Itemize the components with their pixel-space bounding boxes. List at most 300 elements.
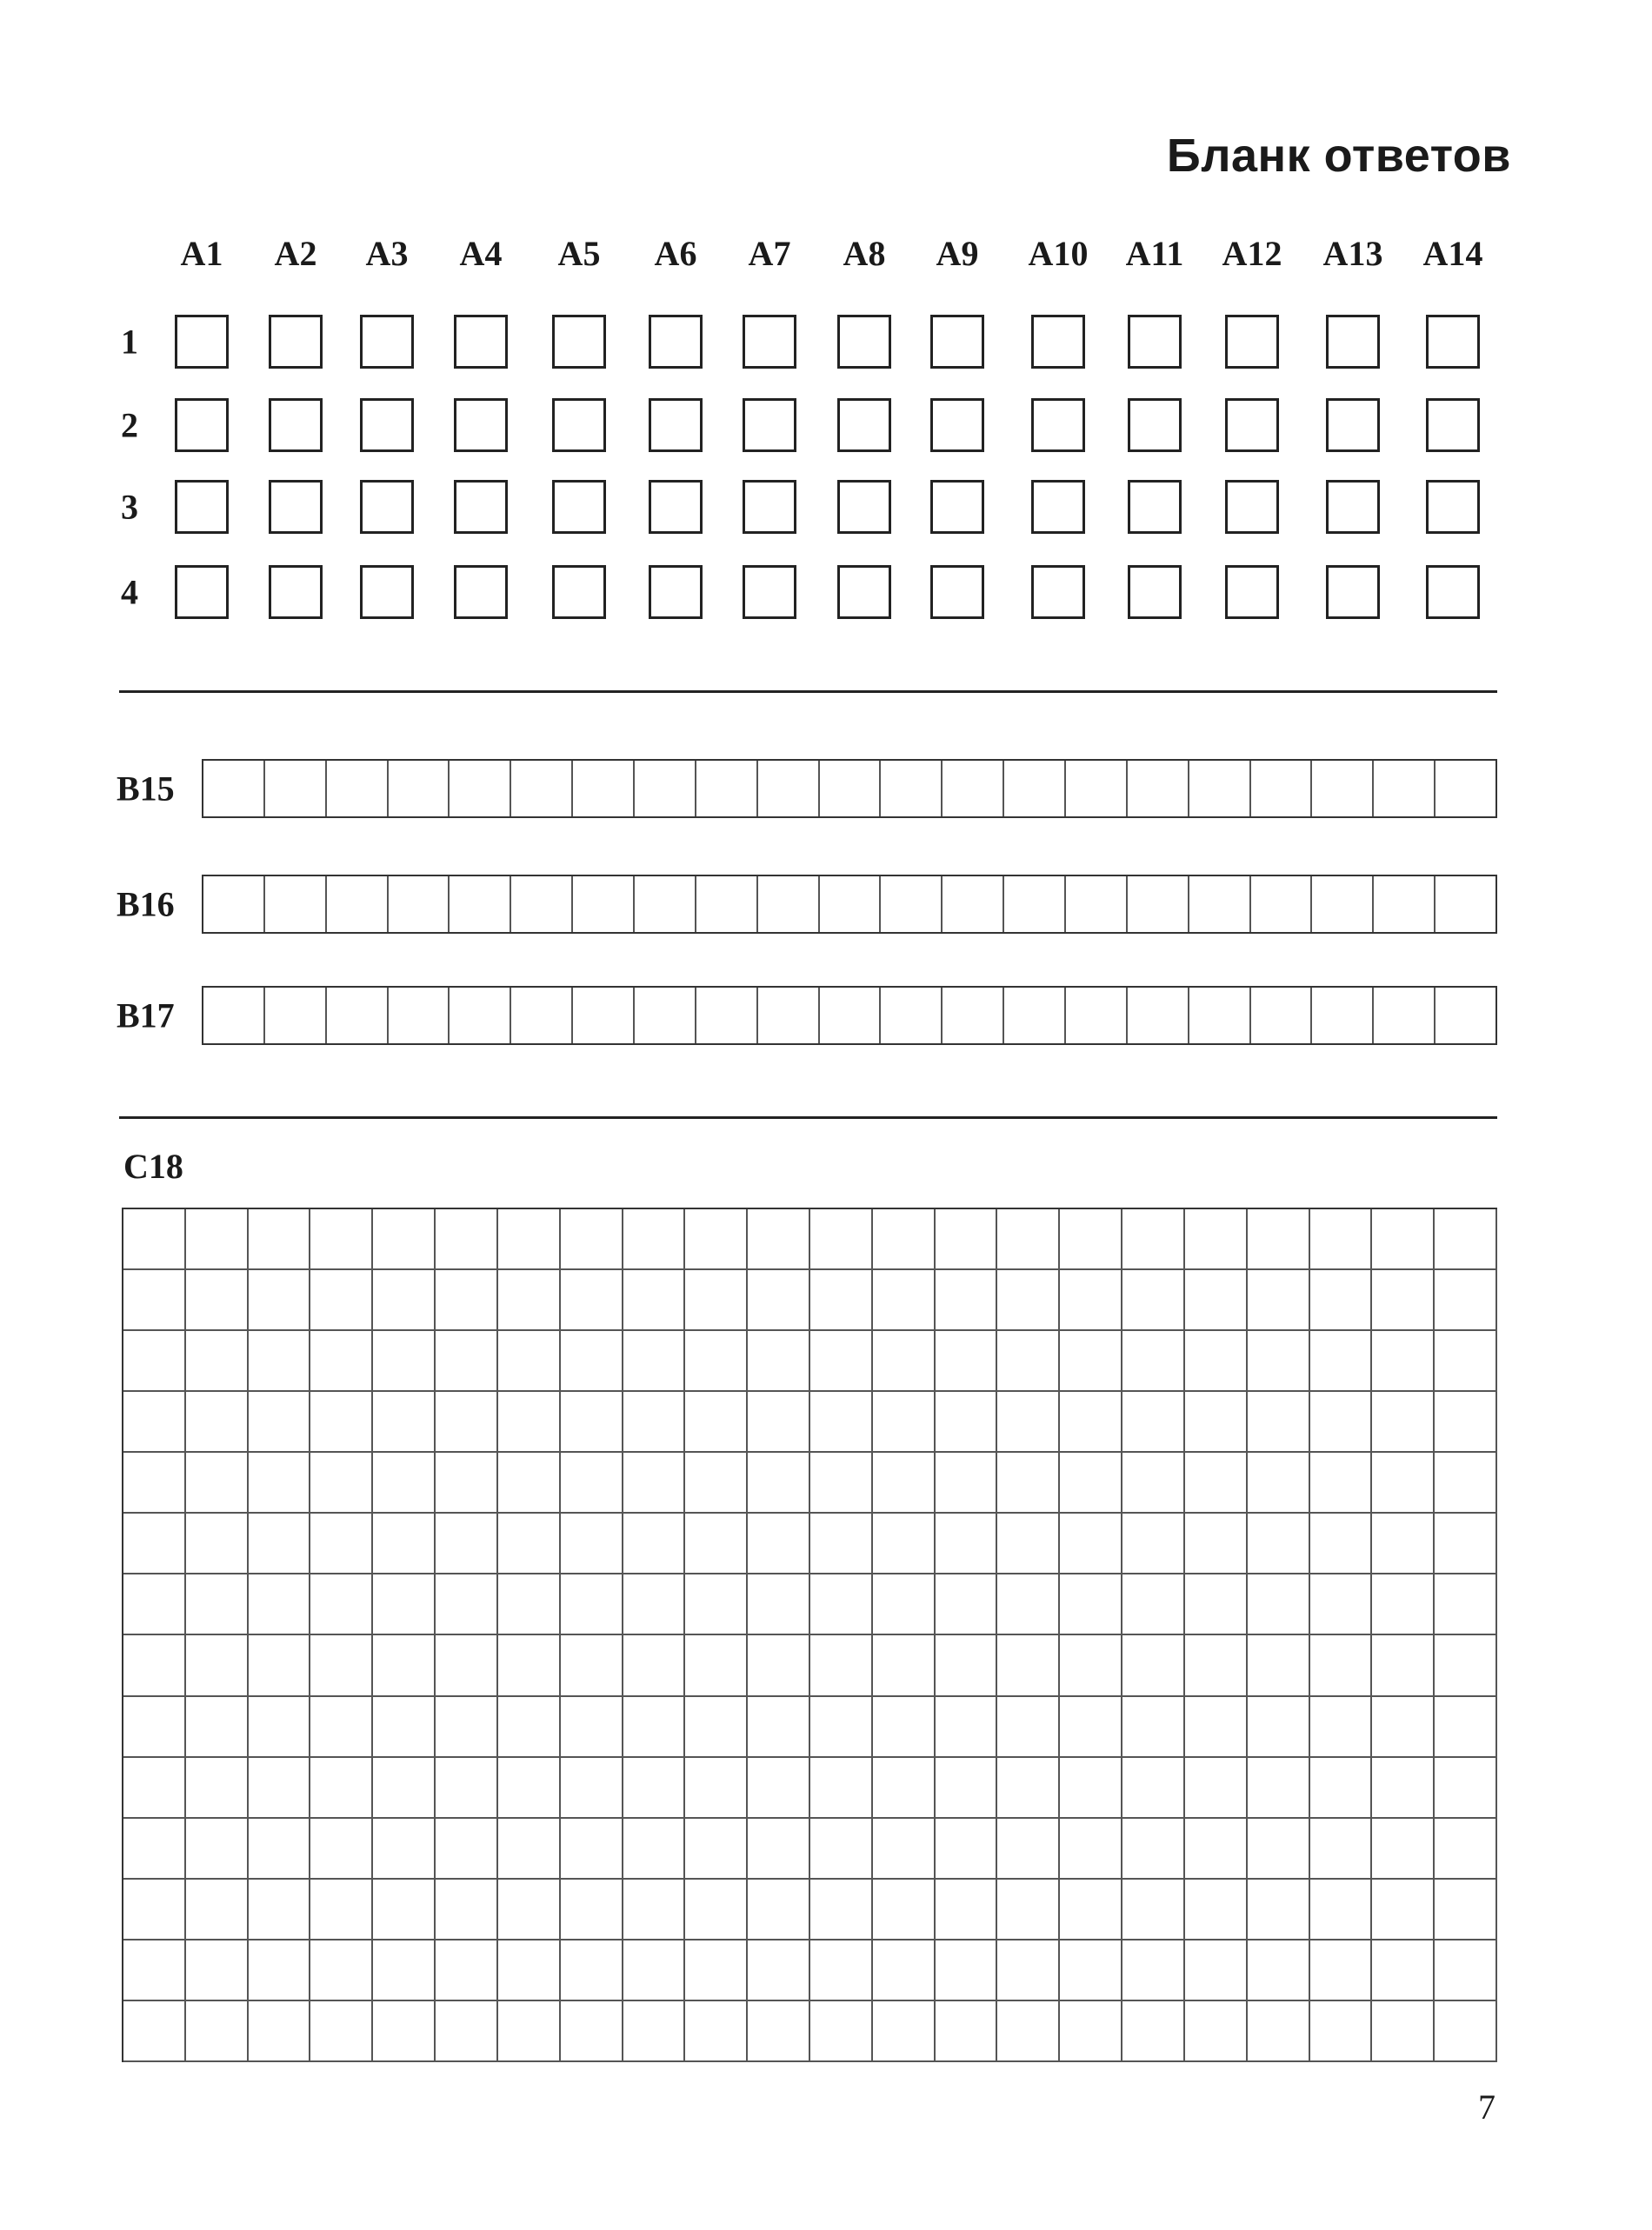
grid-cell[interactable]	[1185, 1209, 1248, 1270]
answer-checkbox-a14-4[interactable]	[1426, 565, 1480, 619]
answer-cell[interactable]	[573, 876, 635, 932]
grid-cell[interactable]	[1185, 1880, 1248, 1940]
answer-checkbox-a7-4[interactable]	[743, 565, 796, 619]
grid-cell[interactable]	[873, 1574, 936, 1635]
answer-cell[interactable]	[1189, 988, 1251, 1043]
grid-cell[interactable]	[1248, 1635, 1310, 1696]
grid-cell[interactable]	[1122, 1392, 1185, 1453]
grid-cell[interactable]	[1435, 1270, 1497, 1331]
answer-checkbox-a6-1[interactable]	[649, 315, 703, 369]
grid-cell[interactable]	[1122, 1453, 1185, 1514]
grid-cell[interactable]	[685, 1758, 748, 1819]
answer-checkbox-a4-1[interactable]	[454, 315, 508, 369]
grid-cell[interactable]	[1310, 1758, 1373, 1819]
grid-cell[interactable]	[1060, 1940, 1122, 2001]
grid-cell[interactable]	[997, 1880, 1060, 1940]
grid-cell[interactable]	[1060, 1514, 1122, 1574]
grid-cell[interactable]	[748, 2001, 810, 2062]
grid-cell[interactable]	[373, 1819, 436, 1880]
grid-cell[interactable]	[873, 1819, 936, 1880]
grid-cell[interactable]	[123, 1331, 186, 1392]
grid-cell[interactable]	[1310, 1331, 1373, 1392]
grid-cell[interactable]	[561, 1453, 623, 1514]
grid-cell[interactable]	[748, 1453, 810, 1514]
answer-cell[interactable]	[758, 876, 820, 932]
grid-cell[interactable]	[436, 1819, 498, 1880]
grid-cell[interactable]	[373, 1453, 436, 1514]
grid-cell[interactable]	[1310, 1940, 1373, 2001]
grid-cell[interactable]	[1435, 1453, 1497, 1514]
grid-cell[interactable]	[1248, 1940, 1310, 2001]
grid-cell[interactable]	[561, 1635, 623, 1696]
answer-cell[interactable]	[1436, 876, 1495, 932]
grid-cell[interactable]	[310, 1209, 373, 1270]
answer-checkbox-a6-4[interactable]	[649, 565, 703, 619]
grid-cell[interactable]	[936, 1209, 998, 1270]
answer-cell[interactable]	[820, 988, 882, 1043]
answer-checkbox-a12-1[interactable]	[1225, 315, 1279, 369]
grid-cell[interactable]	[310, 1635, 373, 1696]
grid-cell[interactable]	[748, 1635, 810, 1696]
grid-cell[interactable]	[873, 1697, 936, 1758]
grid-cell[interactable]	[123, 1940, 186, 2001]
answer-checkbox-a12-4[interactable]	[1225, 565, 1279, 619]
grid-cell[interactable]	[123, 1574, 186, 1635]
grid-cell[interactable]	[373, 1331, 436, 1392]
grid-cell[interactable]	[249, 1270, 311, 1331]
grid-cell[interactable]	[498, 1270, 561, 1331]
answer-cell[interactable]	[203, 988, 265, 1043]
grid-cell[interactable]	[1372, 2001, 1435, 2062]
answer-cell[interactable]	[1128, 876, 1189, 932]
grid-cell[interactable]	[1372, 1514, 1435, 1574]
answer-cell[interactable]	[943, 988, 1004, 1043]
grid-cell[interactable]	[561, 1697, 623, 1758]
grid-cell[interactable]	[1435, 1880, 1497, 1940]
answer-checkbox-a4-4[interactable]	[454, 565, 508, 619]
grid-cell[interactable]	[810, 1209, 873, 1270]
grid-cell[interactable]	[249, 1574, 311, 1635]
grid-cell[interactable]	[1060, 1392, 1122, 1453]
grid-cell[interactable]	[1185, 1270, 1248, 1331]
grid-cell[interactable]	[623, 1209, 686, 1270]
grid-cell[interactable]	[623, 1392, 686, 1453]
grid-cell[interactable]	[1248, 1574, 1310, 1635]
grid-cell[interactable]	[623, 1453, 686, 1514]
answer-checkbox-a3-4[interactable]	[360, 565, 414, 619]
grid-cell[interactable]	[1248, 1331, 1310, 1392]
grid-cell[interactable]	[123, 1880, 186, 1940]
grid-cell[interactable]	[748, 1819, 810, 1880]
grid-cell[interactable]	[186, 1574, 249, 1635]
answer-checkbox-a11-3[interactable]	[1128, 480, 1182, 534]
grid-cell[interactable]	[1435, 1940, 1497, 2001]
answer-cell[interactable]	[1436, 988, 1495, 1043]
grid-cell[interactable]	[123, 1819, 186, 1880]
grid-cell[interactable]	[1310, 1574, 1373, 1635]
grid-cell[interactable]	[1122, 1697, 1185, 1758]
grid-cell[interactable]	[561, 1880, 623, 1940]
grid-cell[interactable]	[123, 1270, 186, 1331]
answer-cell[interactable]	[1189, 761, 1251, 816]
grid-cell[interactable]	[997, 2001, 1060, 2062]
grid-cell[interactable]	[310, 1880, 373, 1940]
answer-cell[interactable]	[881, 988, 943, 1043]
grid-cell[interactable]	[623, 1940, 686, 2001]
grid-cell[interactable]	[748, 1758, 810, 1819]
grid-cell[interactable]	[1435, 1635, 1497, 1696]
grid-cell[interactable]	[685, 1270, 748, 1331]
grid-cell[interactable]	[623, 1880, 686, 1940]
grid-cell[interactable]	[936, 1880, 998, 1940]
answer-checkbox-a9-2[interactable]	[930, 398, 984, 452]
grid-cell[interactable]	[310, 2001, 373, 2062]
grid-cell[interactable]	[1122, 1209, 1185, 1270]
grid-cell[interactable]	[436, 1331, 498, 1392]
grid-cell[interactable]	[186, 1270, 249, 1331]
grid-cell[interactable]	[373, 1514, 436, 1574]
grid-cell[interactable]	[498, 1940, 561, 2001]
grid-cell[interactable]	[997, 1392, 1060, 1453]
answer-checkbox-a12-3[interactable]	[1225, 480, 1279, 534]
grid-cell[interactable]	[123, 1453, 186, 1514]
answer-cell[interactable]	[389, 876, 450, 932]
grid-cell[interactable]	[561, 1514, 623, 1574]
grid-cell[interactable]	[1122, 2001, 1185, 2062]
grid-cell[interactable]	[1435, 2001, 1497, 2062]
answer-checkbox-a13-3[interactable]	[1326, 480, 1380, 534]
grid-cell[interactable]	[685, 1635, 748, 1696]
grid-cell[interactable]	[1310, 1697, 1373, 1758]
grid-cell[interactable]	[249, 1392, 311, 1453]
grid-cell[interactable]	[1435, 1392, 1497, 1453]
grid-cell[interactable]	[936, 1758, 998, 1819]
grid-cell[interactable]	[936, 1270, 998, 1331]
answer-cell[interactable]	[1128, 988, 1189, 1043]
answer-cell[interactable]	[1251, 761, 1313, 816]
answer-cell[interactable]	[820, 761, 882, 816]
grid-cell[interactable]	[685, 1514, 748, 1574]
grid-cell[interactable]	[623, 1574, 686, 1635]
grid-cell[interactable]	[623, 1697, 686, 1758]
answer-cell[interactable]	[635, 876, 696, 932]
grid-cell[interactable]	[1248, 1453, 1310, 1514]
grid-cell[interactable]	[561, 1209, 623, 1270]
answer-cell[interactable]	[758, 761, 820, 816]
grid-cell[interactable]	[810, 1758, 873, 1819]
grid-cell[interactable]	[997, 1940, 1060, 2001]
grid-cell[interactable]	[186, 1697, 249, 1758]
answer-checkbox-a7-1[interactable]	[743, 315, 796, 369]
grid-cell[interactable]	[936, 1392, 998, 1453]
grid-cell[interactable]	[249, 1514, 311, 1574]
grid-cell[interactable]	[373, 1697, 436, 1758]
part-c-writing-grid[interactable]	[122, 1208, 1497, 2062]
grid-cell[interactable]	[310, 1819, 373, 1880]
grid-cell[interactable]	[249, 1758, 311, 1819]
grid-cell[interactable]	[1122, 1880, 1185, 1940]
grid-cell[interactable]	[186, 2001, 249, 2062]
grid-cell[interactable]	[436, 1270, 498, 1331]
grid-cell[interactable]	[623, 2001, 686, 2062]
grid-cell[interactable]	[748, 1514, 810, 1574]
grid-cell[interactable]	[810, 1392, 873, 1453]
grid-cell[interactable]	[186, 1209, 249, 1270]
grid-cell[interactable]	[498, 1209, 561, 1270]
grid-cell[interactable]	[748, 1270, 810, 1331]
grid-cell[interactable]	[1122, 1514, 1185, 1574]
grid-cell[interactable]	[1435, 1697, 1497, 1758]
grid-cell[interactable]	[310, 1514, 373, 1574]
grid-cell[interactable]	[123, 1209, 186, 1270]
grid-cell[interactable]	[249, 2001, 311, 2062]
answer-cell[interactable]	[1374, 761, 1436, 816]
grid-cell[interactable]	[1185, 1574, 1248, 1635]
grid-cell[interactable]	[936, 1331, 998, 1392]
answer-checkbox-a8-3[interactable]	[837, 480, 891, 534]
grid-cell[interactable]	[310, 1940, 373, 2001]
grid-cell[interactable]	[873, 1453, 936, 1514]
grid-cell[interactable]	[810, 1453, 873, 1514]
answer-checkbox-a2-1[interactable]	[269, 315, 323, 369]
grid-cell[interactable]	[1122, 1758, 1185, 1819]
answer-cell[interactable]	[1004, 988, 1066, 1043]
grid-cell[interactable]	[936, 1574, 998, 1635]
grid-cell[interactable]	[936, 1635, 998, 1696]
grid-cell[interactable]	[1122, 1574, 1185, 1635]
answer-checkbox-a8-2[interactable]	[837, 398, 891, 452]
answer-checkbox-a6-2[interactable]	[649, 398, 703, 452]
grid-cell[interactable]	[623, 1758, 686, 1819]
answer-cell[interactable]	[450, 876, 511, 932]
grid-cell[interactable]	[498, 1514, 561, 1574]
answer-cell[interactable]	[881, 761, 943, 816]
answer-cell[interactable]	[635, 988, 696, 1043]
grid-cell[interactable]	[685, 1819, 748, 1880]
grid-cell[interactable]	[1248, 1697, 1310, 1758]
answer-checkbox-a3-1[interactable]	[360, 315, 414, 369]
grid-cell[interactable]	[310, 1758, 373, 1819]
grid-cell[interactable]	[1248, 1758, 1310, 1819]
grid-cell[interactable]	[1060, 1880, 1122, 1940]
grid-cell[interactable]	[186, 1758, 249, 1819]
grid-cell[interactable]	[498, 1331, 561, 1392]
answer-checkbox-a14-1[interactable]	[1426, 315, 1480, 369]
answer-cell[interactable]	[265, 876, 327, 932]
grid-cell[interactable]	[997, 1574, 1060, 1635]
grid-cell[interactable]	[748, 1392, 810, 1453]
grid-cell[interactable]	[1185, 2001, 1248, 2062]
grid-cell[interactable]	[936, 1453, 998, 1514]
answer-cell[interactable]	[327, 988, 389, 1043]
grid-cell[interactable]	[1122, 1635, 1185, 1696]
grid-cell[interactable]	[373, 1270, 436, 1331]
grid-cell[interactable]	[1248, 1270, 1310, 1331]
grid-cell[interactable]	[936, 1819, 998, 1880]
grid-cell[interactable]	[1310, 1270, 1373, 1331]
grid-cell[interactable]	[1372, 1697, 1435, 1758]
grid-cell[interactable]	[810, 1514, 873, 1574]
answer-checkbox-a6-3[interactable]	[649, 480, 703, 534]
grid-cell[interactable]	[310, 1574, 373, 1635]
grid-cell[interactable]	[810, 1819, 873, 1880]
grid-cell[interactable]	[1372, 1635, 1435, 1696]
grid-cell[interactable]	[373, 1635, 436, 1696]
grid-cell[interactable]	[436, 1940, 498, 2001]
grid-cell[interactable]	[1060, 2001, 1122, 2062]
grid-cell[interactable]	[748, 1331, 810, 1392]
answer-cell[interactable]	[1189, 876, 1251, 932]
answer-checkbox-a13-2[interactable]	[1326, 398, 1380, 452]
answer-checkbox-a11-4[interactable]	[1128, 565, 1182, 619]
answer-checkbox-a5-4[interactable]	[552, 565, 606, 619]
grid-cell[interactable]	[810, 1574, 873, 1635]
grid-cell[interactable]	[561, 1574, 623, 1635]
grid-cell[interactable]	[997, 1453, 1060, 1514]
answer-cell[interactable]	[203, 761, 265, 816]
grid-cell[interactable]	[561, 1758, 623, 1819]
grid-cell[interactable]	[1060, 1331, 1122, 1392]
grid-cell[interactable]	[748, 1940, 810, 2001]
grid-cell[interactable]	[873, 1331, 936, 1392]
grid-cell[interactable]	[1248, 1392, 1310, 1453]
answer-cell[interactable]	[573, 988, 635, 1043]
grid-cell[interactable]	[873, 1392, 936, 1453]
grid-cell[interactable]	[249, 1697, 311, 1758]
answer-cell[interactable]	[389, 761, 450, 816]
grid-cell[interactable]	[1248, 1209, 1310, 1270]
grid-cell[interactable]	[1372, 1392, 1435, 1453]
answer-checkbox-a9-1[interactable]	[930, 315, 984, 369]
grid-cell[interactable]	[873, 1209, 936, 1270]
grid-cell[interactable]	[561, 1819, 623, 1880]
grid-cell[interactable]	[810, 1635, 873, 1696]
grid-cell[interactable]	[436, 1880, 498, 1940]
grid-cell[interactable]	[1185, 1635, 1248, 1696]
answer-checkbox-a5-2[interactable]	[552, 398, 606, 452]
grid-cell[interactable]	[936, 2001, 998, 2062]
grid-cell[interactable]	[1310, 1453, 1373, 1514]
answer-checkbox-a1-4[interactable]	[175, 565, 229, 619]
grid-cell[interactable]	[997, 1758, 1060, 1819]
grid-cell[interactable]	[997, 1635, 1060, 1696]
grid-cell[interactable]	[436, 1758, 498, 1819]
grid-cell[interactable]	[186, 1453, 249, 1514]
grid-cell[interactable]	[685, 1940, 748, 2001]
grid-cell[interactable]	[249, 1880, 311, 1940]
grid-cell[interactable]	[373, 1209, 436, 1270]
grid-cell[interactable]	[310, 1453, 373, 1514]
grid-cell[interactable]	[498, 1453, 561, 1514]
grid-cell[interactable]	[123, 1758, 186, 1819]
grid-cell[interactable]	[936, 1697, 998, 1758]
answer-cell[interactable]	[1251, 988, 1313, 1043]
answer-cell[interactable]	[1312, 988, 1374, 1043]
grid-cell[interactable]	[498, 1635, 561, 1696]
grid-cell[interactable]	[310, 1392, 373, 1453]
grid-cell[interactable]	[249, 1819, 311, 1880]
grid-cell[interactable]	[123, 2001, 186, 2062]
grid-cell[interactable]	[623, 1819, 686, 1880]
grid-cell[interactable]	[1435, 1819, 1497, 1880]
grid-cell[interactable]	[123, 1514, 186, 1574]
answer-checkbox-a11-2[interactable]	[1128, 398, 1182, 452]
grid-cell[interactable]	[498, 1697, 561, 1758]
answer-cell[interactable]	[511, 876, 573, 932]
grid-cell[interactable]	[1372, 1819, 1435, 1880]
answer-cell[interactable]	[1004, 761, 1066, 816]
answer-cell[interactable]	[450, 761, 511, 816]
answer-cell[interactable]	[1312, 761, 1374, 816]
grid-cell[interactable]	[685, 1392, 748, 1453]
grid-cell[interactable]	[1372, 1209, 1435, 1270]
grid-cell[interactable]	[436, 1635, 498, 1696]
grid-cell[interactable]	[249, 1209, 311, 1270]
grid-cell[interactable]	[623, 1514, 686, 1574]
answer-cell[interactable]	[265, 761, 327, 816]
grid-cell[interactable]	[1060, 1453, 1122, 1514]
answer-checkbox-a12-2[interactable]	[1225, 398, 1279, 452]
grid-cell[interactable]	[1185, 1453, 1248, 1514]
answer-checkbox-a14-2[interactable]	[1426, 398, 1480, 452]
grid-cell[interactable]	[1310, 1392, 1373, 1453]
grid-cell[interactable]	[561, 1392, 623, 1453]
grid-cell[interactable]	[498, 1819, 561, 1880]
grid-cell[interactable]	[561, 1940, 623, 2001]
grid-cell[interactable]	[1435, 1514, 1497, 1574]
grid-cell[interactable]	[873, 1940, 936, 2001]
grid-cell[interactable]	[685, 1880, 748, 1940]
grid-cell[interactable]	[373, 1940, 436, 2001]
answer-cell[interactable]	[758, 988, 820, 1043]
grid-cell[interactable]	[623, 1331, 686, 1392]
grid-cell[interactable]	[186, 1635, 249, 1696]
grid-cell[interactable]	[1248, 2001, 1310, 2062]
grid-cell[interactable]	[810, 1697, 873, 1758]
grid-cell[interactable]	[186, 1819, 249, 1880]
grid-cell[interactable]	[1248, 1819, 1310, 1880]
grid-cell[interactable]	[498, 1758, 561, 1819]
grid-cell[interactable]	[1060, 1635, 1122, 1696]
grid-cell[interactable]	[997, 1514, 1060, 1574]
grid-cell[interactable]	[249, 1635, 311, 1696]
grid-cell[interactable]	[186, 1514, 249, 1574]
answer-cell[interactable]	[1374, 988, 1436, 1043]
answer-cell[interactable]	[265, 988, 327, 1043]
grid-cell[interactable]	[498, 1574, 561, 1635]
grid-cell[interactable]	[186, 1880, 249, 1940]
grid-cell[interactable]	[249, 1453, 311, 1514]
grid-cell[interactable]	[685, 1209, 748, 1270]
grid-cell[interactable]	[1310, 1880, 1373, 1940]
grid-cell[interactable]	[997, 1819, 1060, 1880]
grid-cell[interactable]	[436, 1453, 498, 1514]
grid-cell[interactable]	[810, 1331, 873, 1392]
grid-cell[interactable]	[748, 1209, 810, 1270]
grid-cell[interactable]	[1185, 1819, 1248, 1880]
grid-cell[interactable]	[873, 1514, 936, 1574]
answer-cell[interactable]	[327, 761, 389, 816]
answer-checkbox-a10-3[interactable]	[1031, 480, 1085, 534]
grid-cell[interactable]	[1185, 1758, 1248, 1819]
answer-cell[interactable]	[943, 876, 1004, 932]
answer-cell[interactable]	[511, 988, 573, 1043]
grid-cell[interactable]	[1372, 1758, 1435, 1819]
grid-cell[interactable]	[310, 1270, 373, 1331]
grid-cell[interactable]	[1060, 1574, 1122, 1635]
answer-checkbox-a14-3[interactable]	[1426, 480, 1480, 534]
grid-cell[interactable]	[123, 1635, 186, 1696]
